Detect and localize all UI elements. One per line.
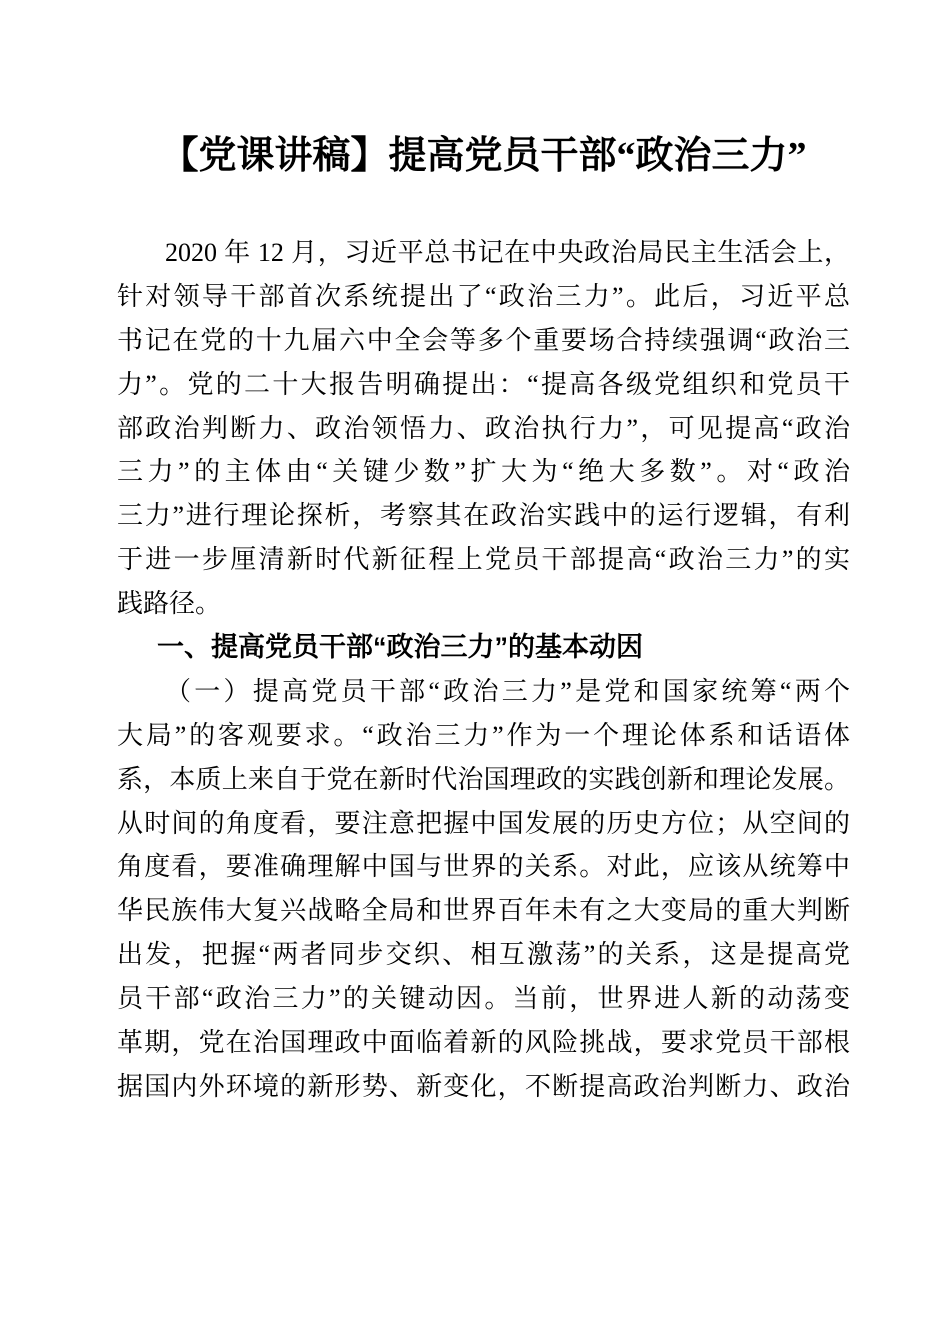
text-line: 于进一步厘清新时代新征程上党员干部提高“政治三力”的实 — [117, 545, 850, 575]
text-line: 革期，党在治国理政中面临着新的风险挑战，要求党员干部根 — [117, 1028, 850, 1058]
text-line: 针对领导干部首次系统提出了“政治三力”。此后，习近平总 — [117, 281, 850, 311]
section-one-paragraph — [117, 670, 850, 1109]
text-line: 角度看，要准确理解中国与世界的关系。对此，应该从统筹中 — [117, 852, 850, 882]
text-line: 书记在党的十九届六中全会等多个重要场合持续强调“政治三 — [117, 325, 850, 355]
content-area — [117, 0, 850, 1109]
text-line: 系，本质上来自于党在新时代治国理政的实践创新和理论发展。 — [117, 764, 850, 794]
text-line: 从时间的角度看，要注意把握中国发展的历史方位；从空间的 — [117, 808, 850, 838]
intro-paragraph — [117, 231, 850, 626]
text-line: 三力”的主体由“关键少数”扩大为“绝大多数”。对“政治 — [117, 457, 850, 487]
text-line: 出发，把握“两者同步交织、相互激荡”的关系，这是提高党 — [117, 940, 850, 970]
text-line: 据国内外环境的新形势、新变化，不断提高政治判断力、政治 — [117, 1071, 850, 1101]
section-heading: 一、提高党员干部“政治三力”的基本动因 — [157, 632, 643, 663]
text-line: 大局”的客观要求。“政治三力”作为一个理论体系和话语体 — [117, 720, 850, 750]
text-line: （一）提高党员干部“政治三力”是党和国家统筹“两个 — [165, 676, 850, 706]
text-line: 员干部“政治三力”的关键动因。当前，世界进人新的动荡变 — [117, 984, 850, 1014]
text-line: 2020 年 12 月，习近平总书记在中央政治局民主生活会上， — [165, 238, 850, 267]
text-line: 部政治判断力、政治领悟力、政治执行力”，可见提高“政治 — [117, 413, 850, 443]
text-line: 华民族伟大复兴战略全局和世界百年未有之大变局的重大判断 — [117, 896, 850, 926]
text-line: 践路径。 — [117, 589, 222, 619]
text-line: 力”。党的二十大报告明确提出：“提高各级党组织和党员干 — [117, 369, 850, 399]
document-title: 【党课讲稿】提高党员干部“政治三力” — [160, 135, 807, 177]
text-line: 三力”进行理论探析，考察其在政治实践中的运行逻辑，有利 — [117, 501, 850, 531]
